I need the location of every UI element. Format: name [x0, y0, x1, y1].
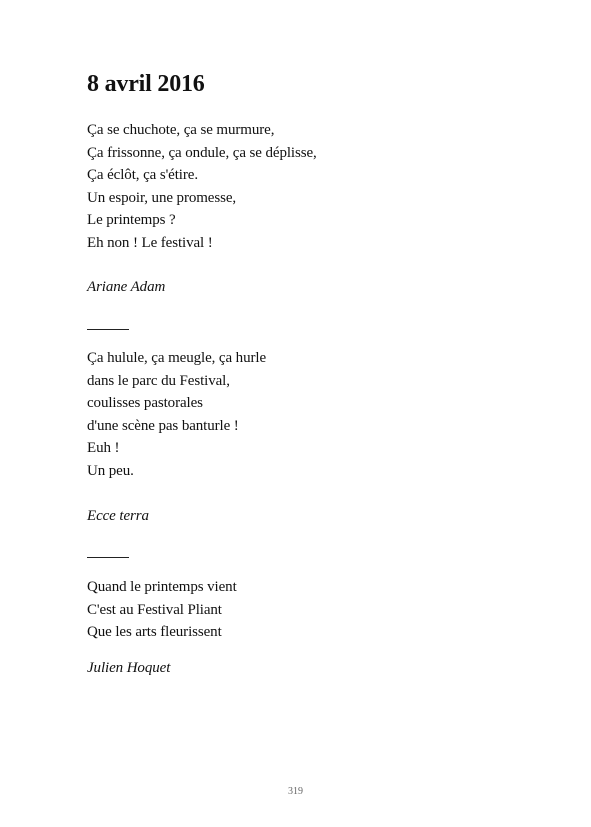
poem-1-author: Ariane Adam	[87, 279, 166, 295]
poem-line: coulisses pastorales	[87, 395, 203, 412]
poem-line: Un espoir, une promesse,	[87, 189, 237, 206]
page-number: 319	[288, 786, 303, 797]
poem-line: Ça frissonne, ça ondule, ça se déplisse,	[87, 144, 317, 161]
poem-line: Que les arts fleurissent	[87, 624, 222, 641]
poem-line: Ça hulule, ça meugle, ça hurle	[87, 350, 267, 366]
poem-3	[87, 576, 237, 644]
poem-line: Le printemps ?	[87, 212, 176, 229]
poem-line: Ça se chuchote, ça se murmure,	[87, 122, 275, 138]
page-title: 8 avril 2016	[87, 71, 205, 97]
poem-line: C'est au Festival Pliant	[87, 601, 222, 618]
poem-3-author: Julien Hoquet	[87, 660, 171, 676]
poem-2	[87, 347, 266, 483]
poem-line: Un peu.	[87, 462, 134, 479]
section-separator	[87, 329, 129, 330]
poem-line: dans le parc du Festival,	[87, 372, 230, 389]
poem-line: d'une scène pas banturle !	[87, 417, 239, 434]
poem-line: Euh !	[87, 440, 120, 457]
poem-line: Quand le printemps vient	[87, 579, 237, 595]
section-separator	[87, 557, 129, 558]
poem-line: Ça éclôt, ça s'étire.	[87, 167, 198, 184]
poem-1	[87, 119, 317, 255]
poem-2-author: Ecce terra	[87, 508, 149, 524]
poem-line: Eh non ! Le festival !	[87, 234, 213, 251]
